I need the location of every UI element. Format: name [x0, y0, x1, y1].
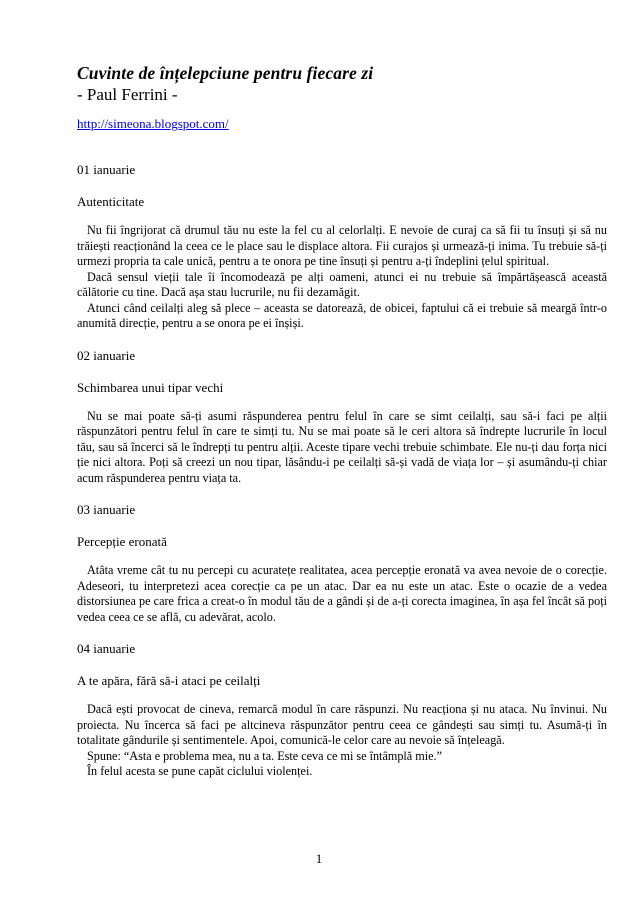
entry-paragraph: Atâta vreme cât tu nu percepi cu acuratețe realitatea, acea percepție eronată va avea nevoie de o corecție. Adeseori, tu interpretezi acea corecție ca pe un atac. Dar ea nu este un atac. Este o ocazie de a vedea distorsiunea pe care frica a creat-o în modul tău de a gândi și de a-ți corecta imaginea, în așa fel încât să poți vedea ceea ce se află, cu adevărat, acolo. [77, 563, 607, 624]
entry-paragraph: Dacă ești provocat de cineva, remarcă modul în care răspunzi. Nu reacționa și nu ataca. Nu învinui. Nu proiecta. Nu încerca să faci pe altcineva răspunzător pentru ceea ce gândești sau simți tu. Asumă-ți în totalitate gândurile și sentimentele. Apoi, comunică-le celor care au nevoie să înțeleagă. [77, 702, 607, 747]
entry-paragraph: Atunci când ceilalți aleg să plece – aceasta se datorează, de obicei, faptului că ei trebuie să meargă într-o anumită direcție, pentru a se onora pe ei înșiși. [77, 300, 607, 330]
page-number: 1 [315, 851, 323, 866]
page-content [77, 62, 607, 780]
entry-paragraph: Dacă sensul vieții tale îi încomodează pe alți oameni, atunci ei nu trebuie să împărtășească această călătorie cu tine. Dacă așa stau lucrurile, nu fii dezamăgit. [77, 269, 607, 299]
entry-paragraph: Nu fii îngrijorat că drumul tău nu este la fel cu al celorlalți. E nevoie de curaj ca să fii tu însuți și să nu trăiești reacționând la ceea ce le place sau le displace altora. Fii curajos și urmează-ți inima. Tu trebuie să-ți urmezi propria ta cale unică, pentru a te onora pe tine însuți și pentru a-ți îndeplini țelul spiritual. [77, 223, 607, 268]
entry-body [77, 563, 607, 625]
document-title: Cuvinte de înțelepciune pentru fiecare zi [77, 63, 374, 83]
entry-title: Percepție eronată [77, 534, 167, 549]
entry-title: Schimbarea unui tipar vechi [77, 379, 224, 395]
entry-body [77, 223, 607, 332]
entry-body [77, 409, 607, 487]
entry-paragraph: Spune: “Asta e problema mea, nu a ta. Este ceva ce mi se întâmplă mie.” [87, 748, 442, 763]
entry-01 [77, 162, 607, 332]
entry-title: Autenticitate [77, 194, 145, 209]
entry-date: 01 ianuarie [77, 162, 136, 177]
entry-paragraph: Nu se mai poate să-ți asumi răspunderea pentru felul în care se simt ceilalți, sau să-i faci pe alții răspunzători pentru felul în care te simți tu. Nu se mai poate să le ceri altora să îndrepte lucrurile în locul tău, sau să încerci să le îndrepți tu pentru alții. Aceste tipare vechi trebuie schimbate. Ele nu-ți dau forța nici ție nici altora. Poți să creezi un nou tipar, lăsându-i pe ceilalți să-și vadă de viața lor – și asumându-ți chiar acum răspunderea pentru viața ta. [77, 408, 607, 485]
entry-02 [77, 348, 607, 487]
entry-paragraph: În felul acesta se pune capăt ciclului violenței. [87, 764, 313, 778]
entry-03 [77, 502, 607, 625]
blog-link[interactable]: http://simeona.blogspot.com/ [77, 116, 229, 131]
document-author: - Paul Ferrini - [77, 85, 178, 104]
entry-body [77, 702, 607, 780]
entry-date: 02 ianuarie [77, 347, 136, 363]
entry-date: 04 ianuarie [77, 641, 136, 656]
entry-title: A te apăra, fără să-i ataci pe ceilalți [77, 673, 261, 688]
entry-04 [77, 641, 607, 780]
entry-date: 03 ianuarie [77, 502, 136, 517]
